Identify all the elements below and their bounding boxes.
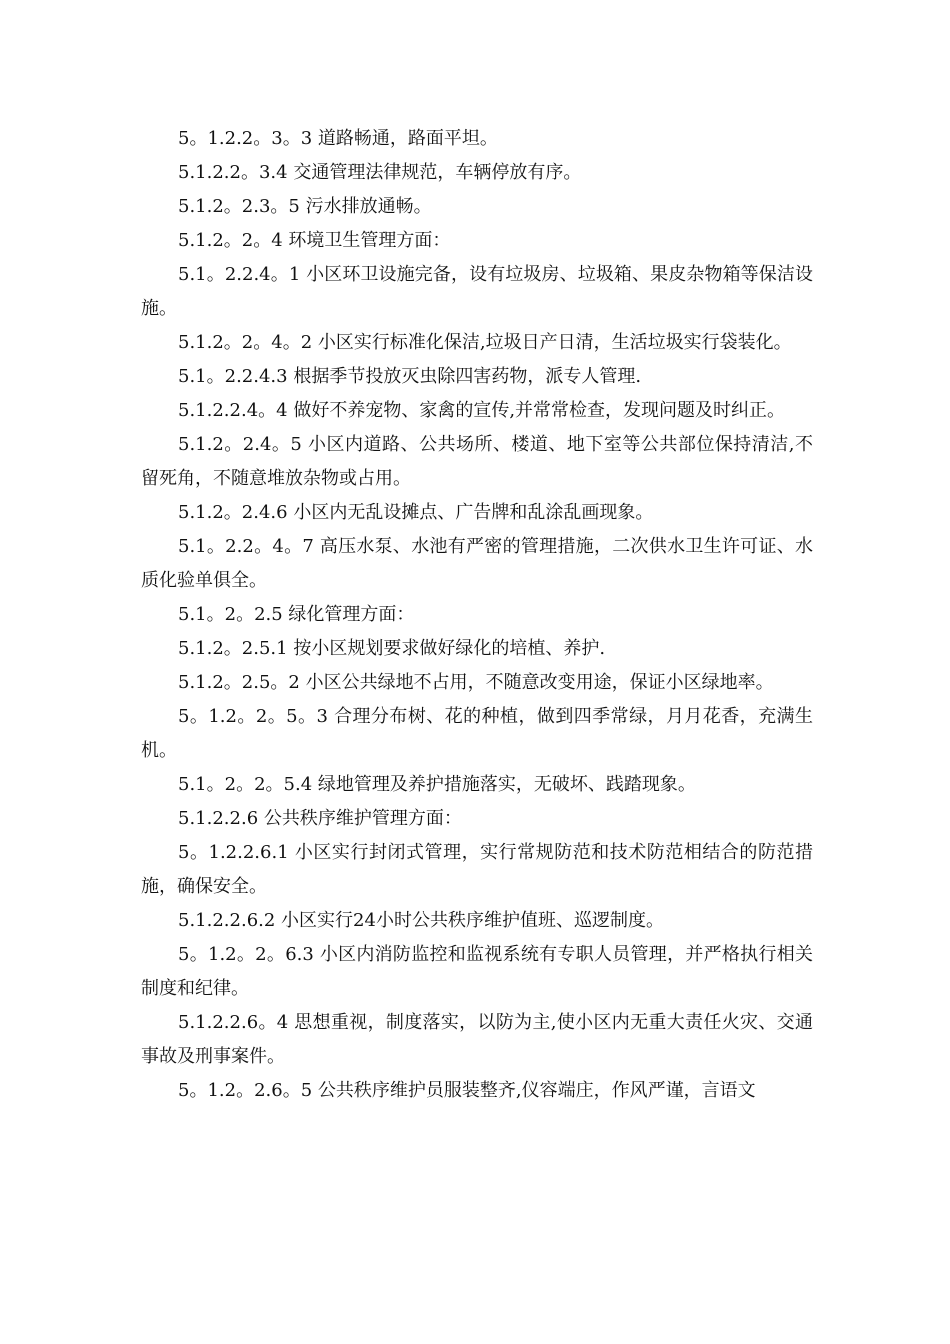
paragraph: 5。1.2.2。3。3 道路畅通，路面平坦。 xyxy=(178,128,498,149)
paragraph: 5.1.2。2。4。2 小区实行标准化保洁,垃圾日产日清，生活垃圾实行袋装化。 xyxy=(178,332,792,353)
document-page xyxy=(141,122,813,1108)
paragraph: 5.1。2.2.4。1 小区环卫设施完备，设有垃圾房、垃圾箱、果皮杂物箱等保洁设施。 xyxy=(141,264,813,319)
paragraph: 5.1。2.2.4.3 根据季节投放灭虫除四害药物，派专人管理. xyxy=(178,366,642,387)
paragraph: 5。1.2.2.6.1 小区实行封闭式管理，实行常规防范和技术防范相结合的防范措施，确保安全。 xyxy=(141,842,813,897)
paragraph: 5.1.2。2.4。5 小区内道路、公共场所、楼道、地下室等公共部位保持清洁,不留死角，不随意堆放杂物或占用。 xyxy=(141,434,813,489)
paragraph: 5.1.2.2.4。4 做好不养宠物、家禽的宣传,并常常检查，发现问题及时纠正。 xyxy=(178,400,786,421)
paragraph: 5.1。2。2。5.4 绿地管理及养护措施落实，无破坏、践踏现象。 xyxy=(178,774,696,795)
section-heading: 5.1.2。2。4 环境卫生管理方面： xyxy=(178,230,451,251)
paragraph: 5。1.2。2.6。5 公共秩序维护员服装整齐,仪容端庄，作风严谨，言语文 xyxy=(178,1080,756,1101)
paragraph: 5.1.2。2.5.1 按小区规划要求做好绿化的培植、养护. xyxy=(178,638,606,659)
paragraph: 5。1.2。2。5。3 合理分布树、花的种植，做到四季常绿，月月花香，充满生机。 xyxy=(141,706,813,761)
paragraph: 5.1.2.2.6.2 小区实行24小时公共秩序维护值班、巡逻制度。 xyxy=(178,910,664,931)
paragraph: 5.1.2。2.5。2 小区公共绿地不占用，不随意改变用途，保证小区绿地率。 xyxy=(178,672,774,693)
paragraph: 5.1.2。2.4.6 小区内无乱设摊点、广告牌和乱涂乱画现象。 xyxy=(178,502,654,523)
section-heading: 5.1.2.2.6 公共秩序维护管理方面： xyxy=(178,808,462,829)
paragraph: 5.1.2.2。3.4 交通管理法律规范，车辆停放有序。 xyxy=(178,162,582,183)
paragraph: 5.1.2.2.6。4 思想重视，制度落实，以防为主,使小区内无重大责任火灾、交通事故及刑事案件。 xyxy=(141,1012,813,1067)
section-heading: 5.1。2。2.5 绿化管理方面： xyxy=(178,604,415,625)
paragraph: 5。1.2。2。6.3 小区内消防监控和监视系统有专职人员管理，并严格执行相关制度和纪律。 xyxy=(141,944,813,999)
paragraph: 5.1.2。2.3。5 污水排放通畅。 xyxy=(178,196,432,217)
paragraph: 5.1。2.2。4。7 高压水泵、水池有严密的管理措施，二次供水卫生许可证、水质化验单俱全。 xyxy=(141,536,813,591)
